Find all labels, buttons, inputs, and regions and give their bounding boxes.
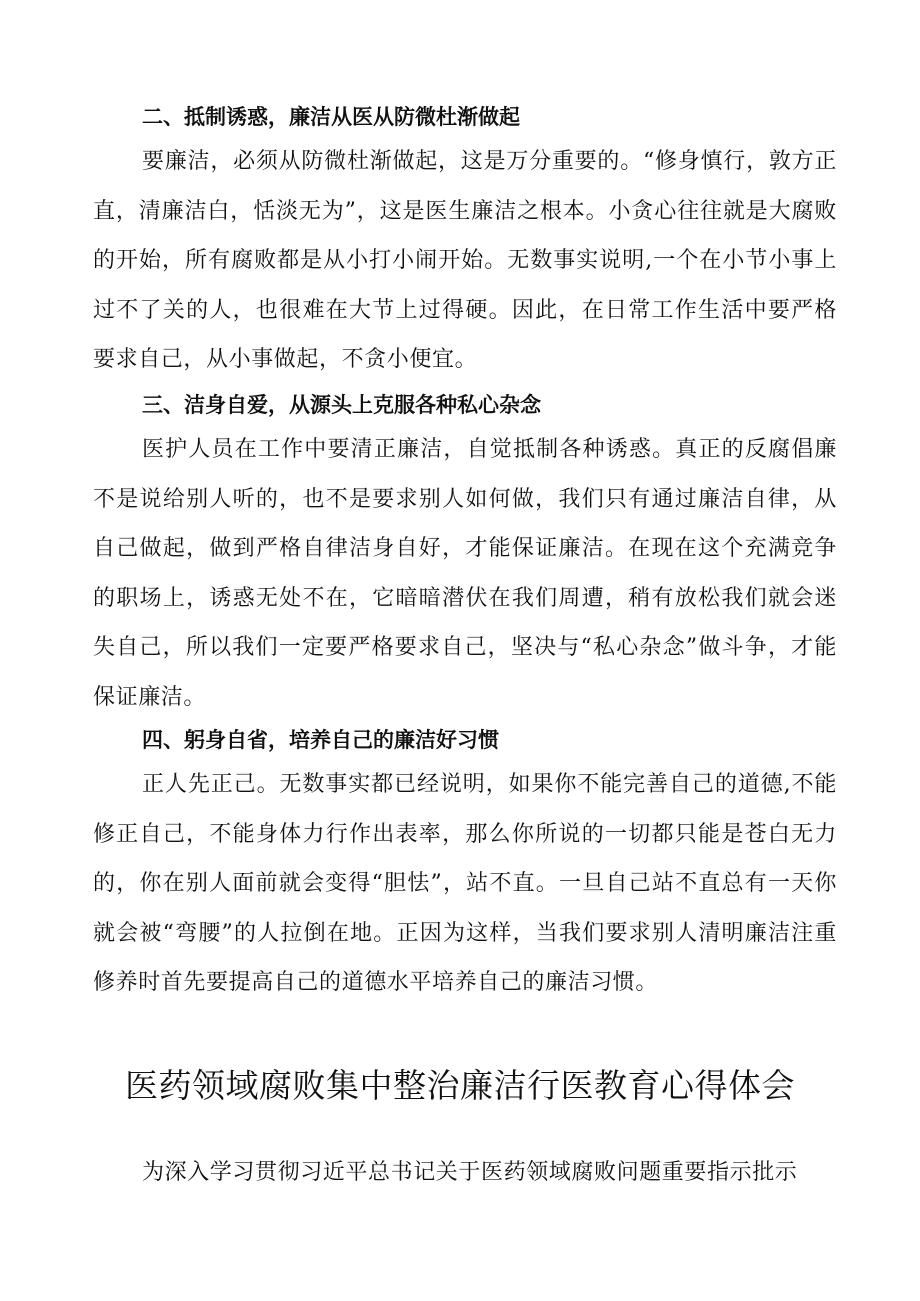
section-body-2: 要廉洁，必须从防微杜渐做起，这是万分重要的。“修身慎行，敦方正直，清廉洁白，恬淡无为”，这是医生廉洁之根本。小贪心往往就是大腐败的开始，所有腐败都是从小打小闹开始。无数事实说明,一个在小节小事上过不了关的人，也很难在大节上过得硬。因此，在日常工作生活中要严格要求自己，从小事做起，不贪小便宜。 [93, 149, 837, 372]
document-title: 医药领域腐败集中整治廉洁行医教育心得体会 [125, 1066, 795, 1105]
section-heading-4: 四、躬身自省，培养自己的廉洁好习惯 [142, 728, 499, 752]
section-heading-2: 二、抵制诱惑，廉洁从医从防微杜渐做起 [142, 105, 520, 129]
section-heading-3: 三、洁身自爱，从源头上克服各种私心杂念 [142, 393, 541, 417]
section-body-3: 医护人员在工作中要清正廉洁，自觉抵制各种诱惑。真正的反腐倡廉不是说给别人听的，也不是要求别人如何做，我们只有通过廉洁自律，从自己做起，做到严格自律洁身自好，才能保证廉洁。在现在这个充满竞争的职场上，诱惑无处不在，它暗暗潜伏在我们周遭，稍有放松我们就会迷失自己，所以我们一定要严格要求自己，坚决与“私心杂念”做斗争，才能保证廉洁。 [93, 437, 837, 710]
section-body-4: 正人先正己。无数事实都已经说明，如果你不能完善自己的道德,不能修正自己，不能身体力行作出表率，那么你所说的一切都只能是苍白无力的，你在别人面前就会变得“胆怯”，站不直。一旦自己站不直总有一天你就会被“弯腰”的人拉倒在地。正因为这样，当我们要求别人清明廉洁注重修养时首先要提高自己的道德水平培养自己的廉洁习惯。 [93, 772, 837, 995]
document-intro: 为深入学习贯彻习近平总书记关于医药领域腐败问题重要指示批示 [142, 1160, 798, 1185]
